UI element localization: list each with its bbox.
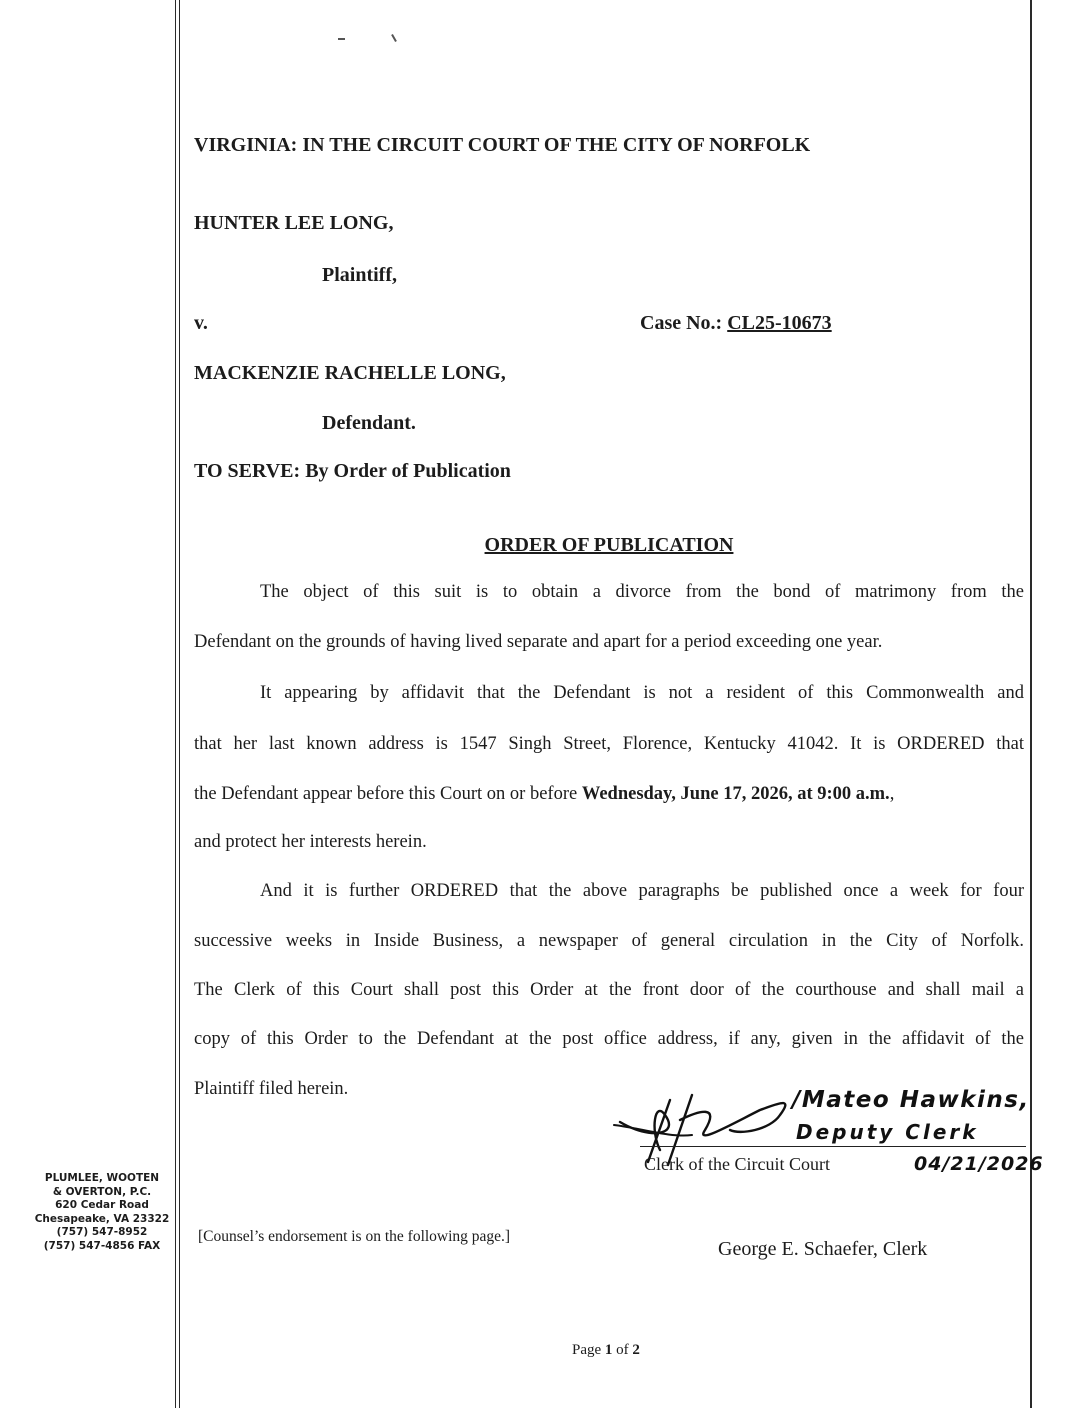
firm-line: & OVERTON, P.C. bbox=[52, 1185, 152, 1198]
case-number-label: Case No.: bbox=[640, 312, 723, 334]
signed-date: 04/21/2026 bbox=[914, 1153, 1044, 1175]
versus: v. bbox=[194, 312, 208, 334]
para2-line3: the Defendant appear before this Court on or before Wednesday, June 17, 2026, at 9:00 a.m., bbox=[194, 784, 895, 804]
plaintiff-role: Plaintiff, bbox=[322, 264, 397, 286]
page-footer: Page 1 of 2 bbox=[572, 1342, 640, 1358]
para2-line2: that her last known address is 1547 Singh Street, Florence, Kentucky 41042. It is ORDERED that bbox=[194, 734, 1024, 754]
para2-line4: and protect her interests herein. bbox=[194, 832, 427, 852]
clerk-name: George E. Schaefer, Clerk bbox=[718, 1238, 928, 1260]
plaintiff-name: HUNTER LEE LONG, bbox=[194, 212, 394, 234]
scan-speck bbox=[391, 34, 397, 42]
para2-line1: It appearing by affidavit that the Defendant is not a resident of this Commonwealth and bbox=[260, 683, 1024, 703]
firm-line: Chesapeake, VA 23322 bbox=[34, 1212, 170, 1225]
para3-line4: copy of this Order to the Defendant at the post office address, if any, given in the affidavit of the bbox=[194, 1029, 1024, 1049]
margin-rule-left-inner bbox=[179, 0, 180, 1408]
margin-rule-right bbox=[1030, 0, 1032, 1408]
scan-speck bbox=[338, 38, 345, 40]
para3-line1: And it is further ORDERED that the above paragraphs be published once a week for four bbox=[260, 881, 1024, 901]
signer-title: Deputy Clerk bbox=[796, 1120, 979, 1144]
defendant-role: Defendant. bbox=[322, 412, 416, 434]
para3-line2: successive weeks in Inside Business, a newspaper of general circulation in the City of Norfolk. bbox=[194, 931, 1024, 951]
firm-line: (757) 547-8952 bbox=[56, 1226, 148, 1238]
para1-line2: Defendant on the grounds of having lived separate and apart for a period exceeding one year. bbox=[194, 632, 883, 652]
court-heading: VIRGINIA: IN THE CIRCUIT COURT OF THE CITY OF NORFOLK bbox=[194, 134, 811, 156]
firm-line: PLUMLEE, WOOTEN bbox=[44, 1172, 160, 1184]
para3-line3: The Clerk of this Court shall post this Order at the front door of the courthouse and shall mail a bbox=[194, 980, 1024, 1000]
to-serve bbox=[194, 460, 511, 483]
to-serve-value: By Order of Publication bbox=[305, 460, 511, 482]
signer-name: /Mateo Hawkins, bbox=[792, 1087, 1030, 1113]
case-number-value: CL25-10673 bbox=[727, 312, 832, 334]
clerk-caption: Clerk of the Circuit Court bbox=[644, 1154, 830, 1174]
signature-line bbox=[640, 1146, 1026, 1147]
firm-block bbox=[28, 1172, 176, 1253]
defendant-name: MACKENZIE RACHELLE LONG, bbox=[194, 362, 506, 384]
firm-line: 620 Cedar Road bbox=[55, 1199, 149, 1211]
endorsement-note: [Counsel’s endorsement is on the following page.] bbox=[198, 1228, 511, 1245]
firm-line: (757) 547-4856 FAX bbox=[43, 1239, 161, 1252]
hearing-date: Wednesday, June 17, 2026, at 9:00 a.m. bbox=[581, 784, 890, 804]
para3-line5: Plaintiff filed herein. bbox=[194, 1079, 349, 1099]
case-number bbox=[640, 312, 832, 335]
order-title: ORDER OF PUBLICATION bbox=[484, 534, 734, 556]
to-serve-label: TO SERVE: bbox=[194, 460, 301, 482]
para1-line1: The object of this suit is to obtain a divorce from the bond of matrimony from the bbox=[260, 582, 1024, 602]
